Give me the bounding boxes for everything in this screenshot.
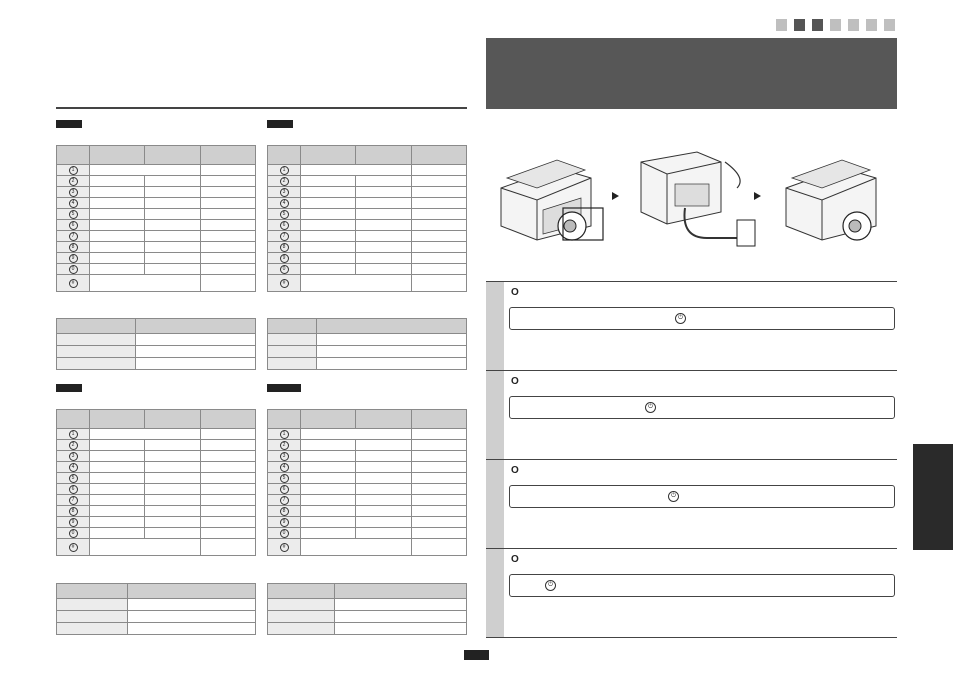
procedure-step (486, 548, 897, 638)
step-marker: O (511, 465, 519, 476)
table-row (268, 231, 467, 242)
row-key: 4 (69, 463, 78, 472)
row-key: 9 (69, 518, 78, 527)
row-key: 1 (280, 430, 289, 439)
nav-square (776, 19, 787, 31)
table-row (57, 165, 256, 176)
table-row (268, 264, 467, 275)
row-key: 7 (280, 232, 289, 241)
table-row (57, 429, 256, 440)
row-key: 3 (280, 452, 289, 461)
row-key: 0 (280, 529, 289, 538)
row-key: 8 (69, 243, 78, 252)
row-key: 9 (280, 518, 289, 527)
summary-table (56, 318, 256, 370)
row-key: 3 (69, 452, 78, 461)
row-key: 7 (69, 232, 78, 241)
nav-square (812, 19, 823, 31)
table-row (57, 209, 256, 220)
header-cell (90, 410, 145, 429)
table-row (57, 198, 256, 209)
procedure-step (486, 459, 897, 549)
row-key: 6 (69, 221, 78, 230)
table-row (57, 473, 256, 484)
row-key: 1 (69, 430, 78, 439)
nav-square (884, 19, 895, 31)
table-row (268, 165, 467, 176)
power-button-icon: ⏻ (675, 313, 686, 324)
header-cell (57, 410, 90, 429)
header-cell (90, 146, 145, 165)
instruction-box (509, 307, 895, 330)
row-key: 8 (280, 243, 289, 252)
table-row (57, 484, 256, 495)
hash-key: # (280, 543, 289, 552)
table-row (268, 484, 467, 495)
row-key: 4 (69, 199, 78, 208)
header-banner (486, 38, 897, 109)
step-side-bar (486, 371, 504, 460)
next-arrow-icon (754, 192, 761, 200)
hash-key: # (69, 279, 78, 288)
row-key: 5 (280, 210, 289, 219)
table-row (268, 451, 467, 462)
summary-table (267, 318, 467, 370)
row-key: 8 (280, 507, 289, 516)
row-key: 0 (280, 265, 289, 274)
table-row (268, 473, 467, 484)
power-button-icon: ⏻ (668, 491, 679, 502)
table-row (57, 451, 256, 462)
table-row (268, 220, 467, 231)
header-cell (356, 146, 411, 165)
table-row (57, 495, 256, 506)
table-row (268, 440, 467, 451)
row-key: 7 (69, 496, 78, 505)
table-row (57, 176, 256, 187)
row-key: 2 (69, 177, 78, 186)
hash-key: # (280, 279, 289, 288)
row-key: 2 (280, 441, 289, 450)
region-tag-1 (56, 120, 82, 128)
header-cell (200, 146, 255, 165)
nav-square (848, 19, 859, 31)
header-cell (411, 146, 466, 165)
region-tag-2 (267, 120, 293, 128)
printer-unplug-icon (641, 152, 755, 246)
table-row (57, 231, 256, 242)
row-key: 8 (69, 507, 78, 516)
header-cell (57, 146, 90, 165)
next-arrow-icon (612, 192, 619, 200)
table-row (57, 264, 256, 275)
row-key: 5 (69, 210, 78, 219)
code-table (267, 145, 467, 292)
bottom-rule (486, 637, 897, 638)
table-row (268, 429, 467, 440)
row-key: 6 (69, 485, 78, 494)
row-key: 4 (280, 199, 289, 208)
printer-off-icon (501, 160, 603, 240)
nav-square (794, 19, 805, 31)
step-side-bar (486, 282, 504, 371)
table-row (57, 506, 256, 517)
row-key: 0 (69, 265, 78, 274)
header-cell (356, 410, 411, 429)
instruction-box (509, 485, 895, 508)
step-marker: O (511, 287, 519, 298)
table-row (57, 187, 256, 198)
table-row (57, 462, 256, 473)
table-row (57, 220, 256, 231)
row-key: 6 (280, 221, 289, 230)
table-row (268, 209, 467, 220)
row-key: 5 (69, 474, 78, 483)
row-key: 9 (280, 254, 289, 263)
table-row (57, 528, 256, 539)
row-key: 4 (280, 463, 289, 472)
section-rule (56, 107, 467, 109)
row-key: 0 (69, 529, 78, 538)
power-button-icon: ⏻ (645, 402, 656, 413)
table-row (57, 440, 256, 451)
step-side-bar (486, 549, 504, 638)
step-side-bar (486, 460, 504, 549)
instruction-box (509, 396, 895, 419)
power-cycle-illustration (497, 148, 897, 252)
table-row (268, 506, 467, 517)
table-row (57, 242, 256, 253)
chapter-side-tab (913, 444, 953, 550)
procedure-step (486, 281, 897, 371)
table-row (57, 253, 256, 264)
summary-table (56, 583, 256, 635)
header-cell (268, 410, 301, 429)
header-cell (145, 146, 200, 165)
table-row (268, 187, 467, 198)
row-key: 6 (280, 485, 289, 494)
table-row (268, 176, 467, 187)
row-key: 2 (69, 441, 78, 450)
step-marker: O (511, 376, 519, 387)
table-row (57, 517, 256, 528)
row-key: 2 (280, 177, 289, 186)
table-row (268, 253, 467, 264)
nav-square (866, 19, 877, 31)
header-cell (268, 146, 301, 165)
row-key: 5 (280, 474, 289, 483)
region-tag-3 (56, 384, 82, 392)
row-key: 3 (69, 188, 78, 197)
table-row (268, 517, 467, 528)
row-key: 1 (280, 166, 289, 175)
nav-square (830, 19, 841, 31)
row-key: 1 (69, 166, 78, 175)
region-tag-4 (267, 384, 301, 392)
code-table (267, 409, 467, 556)
power-button-icon: ⏻ (545, 580, 556, 591)
hash-key: # (69, 543, 78, 552)
header-cell (200, 410, 255, 429)
procedure-step (486, 370, 897, 460)
page-number-tab (464, 650, 489, 660)
code-table (56, 409, 256, 556)
code-table (56, 145, 256, 292)
table-row (268, 462, 467, 473)
row-key: 3 (280, 188, 289, 197)
step-marker: O (511, 554, 519, 565)
table-row (268, 198, 467, 209)
row-key: 7 (280, 496, 289, 505)
header-cell (301, 146, 356, 165)
header-cell (411, 410, 466, 429)
instruction-box (509, 574, 895, 597)
summary-table (267, 583, 467, 635)
header-cell (145, 410, 200, 429)
printer-on-icon (786, 160, 876, 240)
table-row (268, 242, 467, 253)
table-row (268, 495, 467, 506)
row-key: 9 (69, 254, 78, 263)
table-row (268, 528, 467, 539)
header-cell (301, 410, 356, 429)
